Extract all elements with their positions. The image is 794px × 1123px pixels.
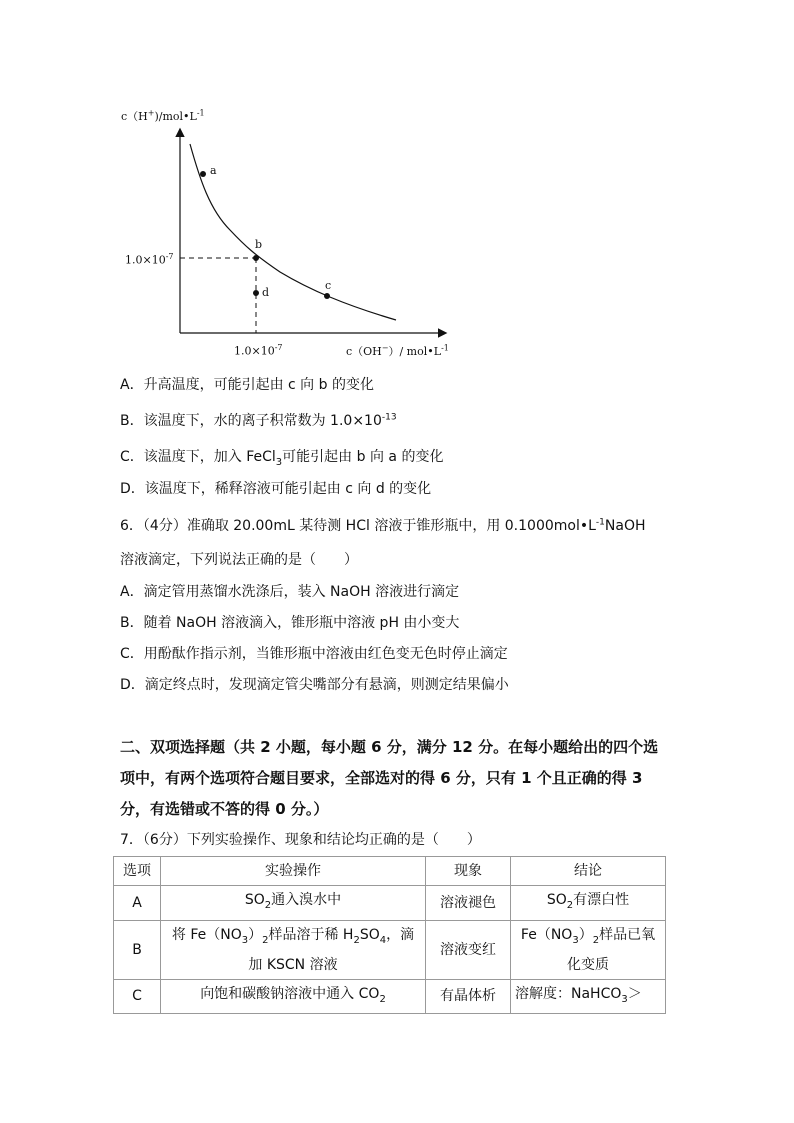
- table-header-row: [114, 857, 666, 886]
- row-c-conclusion: 溶解度：NaHCO$_3$＞: [511, 979, 666, 1014]
- point-d: [253, 290, 259, 296]
- q6-option-b: B．随着 NaOH 溶液滴入，锥形瓶中溶液 pH 由小变大: [120, 615, 460, 631]
- q5-option-b: B．该温度下，水的离子积常数为 $1.0\times 10^{-13}$: [120, 412, 397, 429]
- kw-curve: [190, 144, 396, 320]
- figure-svg: [110, 100, 470, 365]
- kw-curve-figure: [110, 100, 470, 365]
- table-row: [114, 886, 666, 921]
- row-c-option: C: [114, 979, 161, 1014]
- header-conclusion: 结论: [511, 857, 666, 886]
- point-a: [200, 171, 206, 177]
- header-operation: 实验操作: [161, 857, 426, 886]
- q6-option-c: C．用酚酞作指示剂，当锥形瓶中溶液由红色变无色时停止滴定: [120, 646, 508, 662]
- row-b-phenomenon: 溶液变红: [426, 920, 511, 979]
- point-b: [253, 255, 259, 261]
- y-tick-label: $1.0\times 10^{-7}$: [125, 252, 174, 267]
- header-option: 选项: [114, 857, 161, 886]
- point-c: [324, 293, 330, 299]
- x-tick-label: $1.0\times 10^{-7}$: [234, 343, 283, 358]
- header-phenomenon: 现象: [426, 857, 511, 886]
- q6-stem-line2: 溶液滴定，下列说法正确的是（ ）: [120, 552, 358, 568]
- row-c-operation: 向饱和碳酸钠溶液中通入 $CO_2$: [161, 979, 426, 1014]
- row-a-operation: $SO_2$通入溴水中: [161, 886, 426, 921]
- point-d-label: d: [262, 286, 270, 299]
- row-a-conclusion: $SO_2$有漂白性: [511, 886, 666, 921]
- row-b-option: B: [114, 920, 161, 979]
- q6-option-d: D．滴定终点时，发现滴定管尖嘴部分有悬滴，则测定结果偏小: [120, 677, 509, 693]
- row-b-conclusion: $Fe(NO_3)_2$样品已氧 化变质: [511, 920, 666, 979]
- q7-table: [113, 856, 666, 1014]
- table-row: [114, 979, 666, 1014]
- q5-option-c: C．该温度下，加入 FeCl$_3$可能引起由 b 向 a 的变化: [120, 449, 444, 468]
- x-axis-label: c（OH−）/ $mol•L^{-1}$: [346, 343, 449, 358]
- q6-stem-line1: 6．（4分）准确取 20.00mL 某待测 HCl 溶液于锥形瓶中，用 $0.1000mol•L^{-1}NaOH$: [120, 517, 646, 534]
- section2-heading-line1: 二、双项选择题（共 2 小题，每小题 6 分，满分 12 分。在每小题给出的四个选: [120, 738, 659, 756]
- q6-option-a: A．滴定管用蒸馏水洗涤后，装入 NaOH 溶液进行滴定: [120, 584, 460, 600]
- row-a-option: A: [114, 886, 161, 921]
- row-a-phenomenon: 溶液褪色: [426, 886, 511, 921]
- point-c-label: c: [325, 279, 332, 292]
- q5-option-a: A．升高温度，可能引起由 c 向 b 的变化: [120, 377, 374, 393]
- section2-heading-line3: 分，有选错或不答的得 0 分。）: [120, 800, 329, 818]
- q7-stem: 7．（6分）下列实验操作、现象和结论均正确的是（ ）: [120, 832, 481, 848]
- point-b-label: b: [255, 238, 263, 251]
- q5-option-d: D．该温度下，稀释溶液可能引起由 c 向 d 的变化: [120, 481, 432, 497]
- row-c-phenomenon: 有晶体析: [426, 979, 511, 1014]
- row-b-operation: 将 $Fe(NO_3)_2$样品溶于稀 $H_2SO_4$，滴 加 KSCN 溶液: [161, 920, 426, 979]
- table-row: [114, 920, 666, 979]
- section2-heading-line2: 项中，有两个选项符合题目要求，全部选对的得 6 分，只有 1 个且正确的得 3: [120, 769, 643, 787]
- y-axis-label: $c(H^+)/mol•L^{-1}$: [121, 108, 205, 123]
- point-a-label: a: [210, 164, 217, 177]
